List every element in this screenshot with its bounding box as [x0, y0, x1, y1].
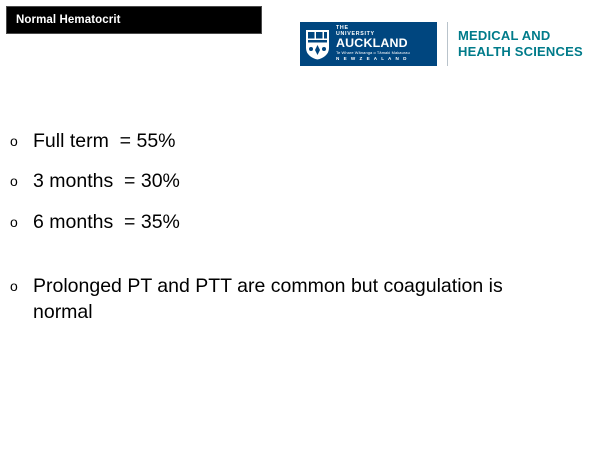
bullet-marker-icon: o — [10, 173, 18, 190]
crest-line-the-university: THE — [336, 25, 349, 32]
crest-line-motto: Te Whare Wānanga o Tāmaki Makaurau — [336, 49, 410, 55]
shield-icon — [304, 28, 331, 61]
slide-body — [10, 128, 590, 340]
university-crest-box — [300, 22, 437, 66]
crest-line-university: UNIVERSITY — [336, 30, 375, 37]
list-item — [10, 128, 590, 154]
bullet-marker-icon: o — [10, 277, 18, 294]
logo-divider — [447, 22, 448, 66]
faculty-line-2: HEALTH SCIENCES — [458, 44, 583, 59]
list-item-label: Full term = 55% — [33, 130, 176, 152]
list-item — [10, 273, 590, 326]
list-item — [10, 209, 590, 235]
list-item-label: 3 months = 30% — [33, 170, 180, 193]
page-title: Normal Hematocrit — [16, 14, 121, 26]
faculty-wordmark — [458, 28, 583, 60]
slide-title-bar — [6, 6, 262, 34]
list-item-label: Prolonged PT and PTT are common but coagulation is normal — [33, 274, 503, 324]
list-item-label: 6 months = 35% — [33, 210, 180, 233]
bullet-marker-icon: o — [10, 213, 18, 230]
list-item — [10, 168, 590, 194]
crest-wordmark — [336, 26, 410, 61]
bullet-marker-icon: o — [10, 133, 18, 149]
university-logo — [300, 20, 583, 68]
crest-line-auckland: AUCKLAND — [336, 36, 408, 51]
faculty-line-1: MEDICAL AND — [458, 28, 551, 44]
crest-line-country: N E W Z E A L A N D — [336, 55, 408, 61]
